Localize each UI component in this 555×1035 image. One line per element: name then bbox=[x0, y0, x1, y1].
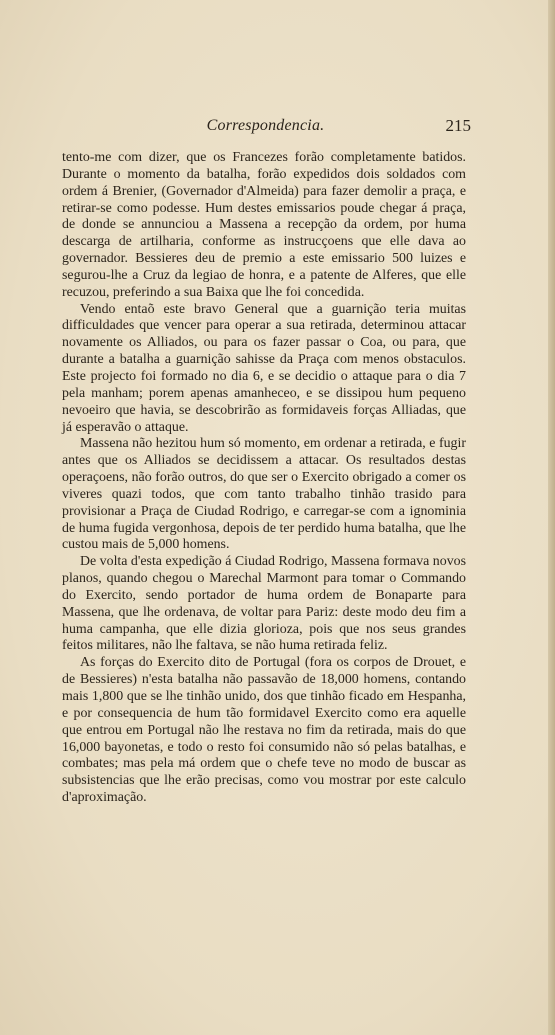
running-header bbox=[60, 117, 471, 141]
paragraph: Vendo entaõ este bravo General que a guarnição teria muitas difficuldades que vencer para operar a sua retirada, determinou attacar novamente os Alliados, ou para os fazer passar o Coa, ou para, que durante a batalha a guarnição sahisse da Praça com menos obstaculos. Este projecto foi formado no dia 6, e se decidio o attaque para o dia 7 pela manham; porem apenas amanheceo, e se dissipou hum pequeno nevoeiro que havia, se descobrirão as formidaveis forças Alliadas, que já esperavão o attaque. bbox=[62, 301, 466, 435]
paragraph: As forças do Exercito dito de Portugal (fora os corpos de Drouet, e de Bessieres) n'esta batalha não passavão de 18,000 homens, contando mais 1,800 que se lhe tinhão unido, dos que tinhão ficado em Hespanha, e por consequencia de hum tão formidavel Exercito como era aquelle que entrou em Portugal não lhe restava no fim da retirada, mais do que 16,000 bayonetas, e todo o resto foi consumido não só pelas batalhas, e combates; mas pela má ordem que o chefe teve no modo de buscar as subsistencias que lhe erão precisas, como vou mostrar por este calculo d'aproximação. bbox=[62, 655, 466, 806]
paragraph: Massena não hezitou hum só momento, em ordenar a retirada, e fugir antes que os Alliados se decidissem a attacar. Os resultados destas operaçoens, não forão outros, do que ser o Exercito obrigado a comer os viveres quazi todos, que com tanto trabalho tinhão trasido para provisionar a Praça de Ciudad Rodrigo, e carregar-se com a ignominia de huma fugida vergonhosa, depois de ter perdido huma batalha, que lhe custou mais de 5,000 homens. bbox=[62, 436, 466, 553]
body-text bbox=[62, 150, 466, 807]
page-edge-shadow bbox=[548, 0, 555, 1035]
paragraph: De volta d'esta expedição á Ciudad Rodrigo, Massena formava novos planos, quando chegou o Marechal Marmont para tomar o Commando do Exercito, sendo portador de huma ordem de Bonaparte para Massena, que lhe ordenava, de voltar para Pariz: deste modo deu fim a huma campanha, que elle dizia glorioza, pois que nos seus grandes feitos militares, não lhe faltava, se não huma retirada feliz. bbox=[62, 554, 466, 654]
paragraph: tento-me com dizer, que os Francezes forão completamente batidos. Durante o momento da batalha, forão expedidos dois soldados com ordem á Brenier, (Governador d'Almeida) para fazer demolir a praça, e retirar-se como podesse. Hum destes emissarios poude chegar á praça, de donde se annunciou a Massena a recepção da ordem, por huma descarga de artilharia, conforme as instrucçoens que elle dava ao governador. Bessieres deu de premio a este emissario 500 luizes e segurou-lhe a Cruz da legiao de honra, e a patente de Alferes, que elle recuzou, preferindo a sua Baixa que lhe foi concedida. bbox=[62, 150, 466, 300]
running-title: Correspondencia. bbox=[206, 117, 325, 134]
page-number: 215 bbox=[445, 116, 471, 135]
